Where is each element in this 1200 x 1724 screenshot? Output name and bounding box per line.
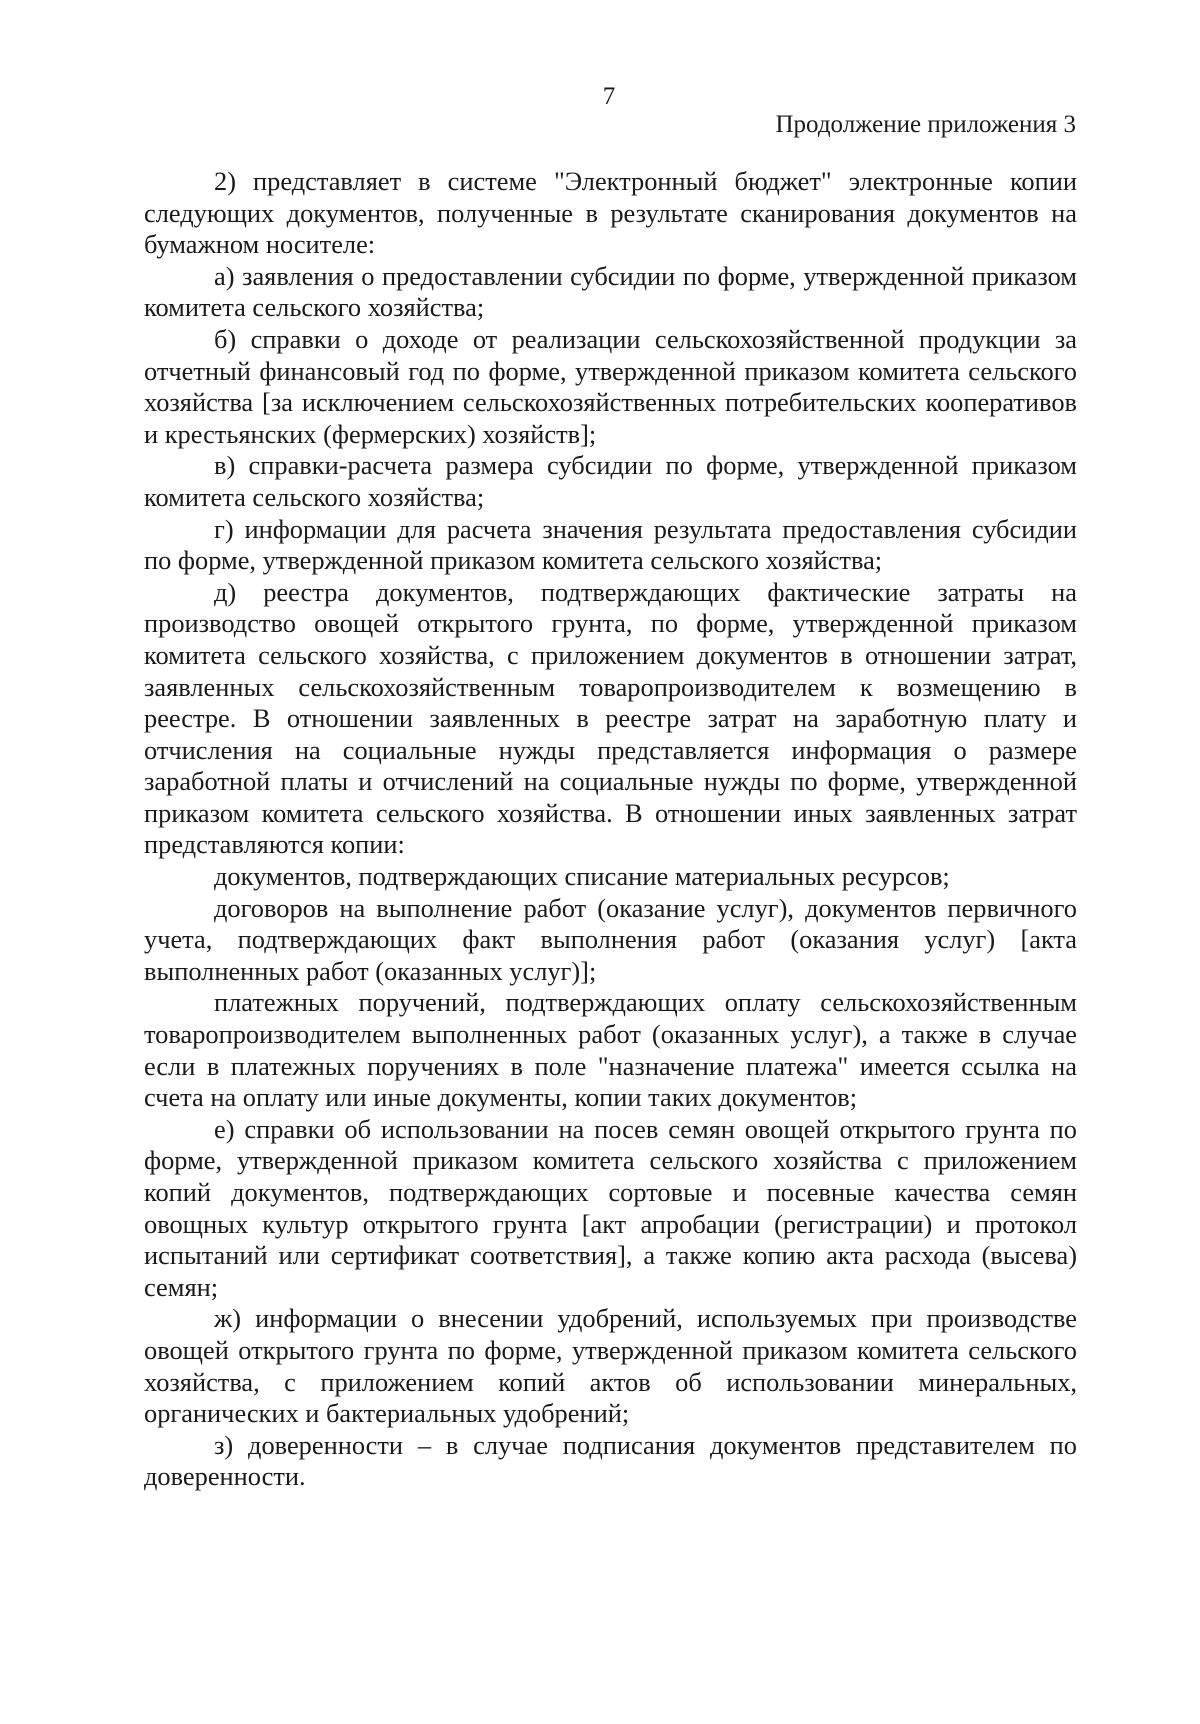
paragraph-subitem-z: з) доверенности – в случае подписания документов представителем по доверенности.: [144, 1429, 1077, 1492]
paragraph-item-2: 2) представляет в системе "Электронный бюджет" электронные копии следующих документов, полученные в результате сканирования документов на бумажном носителе:: [144, 166, 1077, 260]
paragraph-subitem-zh: ж) информации о внесении удобрений, используемых при производстве овощей открытого грунта по форме, утвержденной приказом комитета сельского хозяйства, с приложением копий актов об использовании минеральных, органических и бактериальных удобрений;: [144, 1303, 1077, 1429]
paragraph-subitem-a: а) заявления о предоставлении субсидии по форме, утвержденной приказом комитета сельского хозяйства;: [144, 260, 1077, 323]
paragraph-subitem-v: в) справки-расчета размера субсидии по форме, утвержденной приказом комитета сельского хозяйства;: [144, 450, 1077, 512]
paragraph-subitem-d: д) реестра документов, подтверждающих фактические затраты на производство овощей открытого грунта, по форме, утвержденной приказом комитета сельского хозяйства, с приложением документов в отношении затрат, заявленных сельскохозяйственным товаропроизводителем к возмещению в реестре. В отношении заявленных в реестре затрат на заработную плату и отчисления на социальные нужды представляется информация о размере заработной платы и отчислений на социальные нужды по форме, утвержденной приказом комитета сельского хозяйства. В отношении иных заявленных затрат представляются копии:: [144, 576, 1077, 860]
document-body: [144, 166, 1077, 1493]
paragraph-subitem-g: г) информации для расчета значения результата предоставления субсидии по форме, утвержденной приказом комитета сельского хозяйства;: [144, 513, 1077, 576]
paragraph-copies-write-off: документов, подтверждающих списание материальных ресурсов;: [214, 861, 950, 892]
paragraph-subitem-b: б) справки о доходе от реализации сельскохозяйственной продукции за отчетный финансовый год по форме, утвержденной приказом комитета сельского хозяйства [за исключением сельскохозяйственных потребительских кооперативов и крестьянских (фермерских) хозяйств];: [144, 323, 1077, 449]
appendix-continuation-note: Продолжение приложения 3: [775, 111, 1076, 138]
paragraph-copies-contracts: договоров на выполнение работ (оказание услуг), документов первичного учета, подтверждающих факт выполнения работ (оказания услуг) [акта выполненных работ (оказанных услуг)];: [144, 892, 1077, 986]
page-number: 7: [602, 83, 616, 110]
paragraph-subitem-e: е) справки об использовании на посев семян овощей открытого грунта по форме, утвержденной приказом комитета сельского хозяйства с приложением копий документов, подтверждающих сортовые и посевные качества семян овощных культур открытого грунта [акт апробации (регистрации) и протокол испытаний или сертификат соответствия], а также копию акта расхода (высева) семян;: [144, 1113, 1077, 1302]
paragraph-copies-payment-orders: платежных поручений, подтверждающих оплату сельскохозяйственным товаропроизводителем выполненных работ (оказанных услуг), а также в случае если в платежных поручениях в поле "назначение платежа" имеется ссылка на счета на оплату или иные документы, копии таких документов;: [144, 987, 1077, 1113]
